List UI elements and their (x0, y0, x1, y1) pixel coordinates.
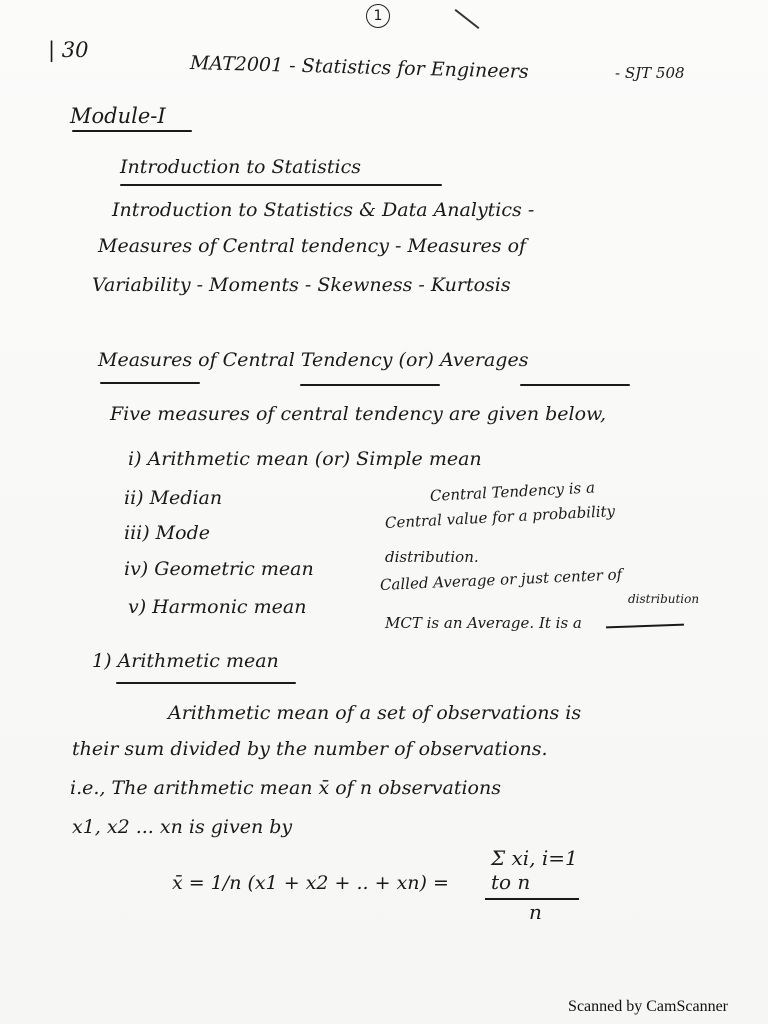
module-underline (72, 130, 192, 132)
side-note-line-2: Central value for a probability (384, 501, 616, 532)
measure-item-2: ii) Median (124, 487, 223, 509)
formula-fraction (485, 846, 581, 926)
syllabus-line-1: Introduction to Statistics & Data Analytics - (112, 199, 535, 221)
intro-underline (120, 184, 442, 186)
measure-item-1: i) Arithmetic mean (or) Simple mean (128, 448, 482, 470)
syllabus-line-2: Measures of Central tendency - Measures of (98, 235, 527, 257)
measure-item-5: v) Harmonic mean (128, 596, 307, 618)
pen-mark (455, 9, 480, 29)
measure-item-3: iii) Mode (124, 522, 210, 544)
side-note-line-4: Called Average or just center of (379, 565, 623, 594)
side-note-line-3: distribution. (385, 548, 479, 566)
room-code: - SJT 508 (615, 64, 685, 82)
arithmetic-mean-heading: 1) Arithmetic mean (92, 650, 279, 672)
five-measures-line: Five measures of central tendency are given below, (110, 403, 607, 425)
arith-def-line-1: Arithmetic mean of a set of observations is (168, 702, 582, 724)
page-number-circle: 1 (366, 4, 390, 28)
scanner-watermark: Scanned by CamScanner (568, 998, 728, 1015)
arith-def-line-4: x1, x2 ... xn is given by (72, 816, 293, 838)
central-tendency-heading: Measures of Central Tendency (or) Averages (98, 349, 529, 371)
intro-heading: Introduction to Statistics (120, 156, 362, 178)
course-title: MAT2001 - Statistics for Engineers (189, 52, 529, 83)
heading-underline-2 (300, 384, 440, 386)
strikethrough (606, 624, 684, 629)
syllabus-line-3: Variability - Moments - Skewness - Kurtosis (92, 274, 511, 296)
arith-underline (116, 682, 296, 684)
side-note-line-6: MCT is an Average. It is a (385, 614, 582, 632)
arith-def-line-2: their sum divided by the number of observations. (72, 738, 548, 760)
heading-underline-1 (100, 382, 200, 384)
measure-item-4: iv) Geometric mean (124, 558, 314, 580)
corner-note: | 30 (48, 38, 89, 62)
module-title: Module-I (70, 104, 166, 128)
formula-numerator: Σ xi, i=1 to n (491, 846, 578, 894)
side-note-line-1: Central Tendency is a (429, 478, 596, 505)
arith-def-line-3: i.e., The arithmetic mean x̄ of n observations (70, 777, 501, 799)
heading-underline-3 (520, 384, 630, 386)
formula-lhs: x̄ = 1/n (x1 + x2 + .. + xn) = (172, 872, 449, 894)
side-note-line-5: distribution (628, 592, 700, 606)
formula-denominator: n (529, 900, 542, 924)
